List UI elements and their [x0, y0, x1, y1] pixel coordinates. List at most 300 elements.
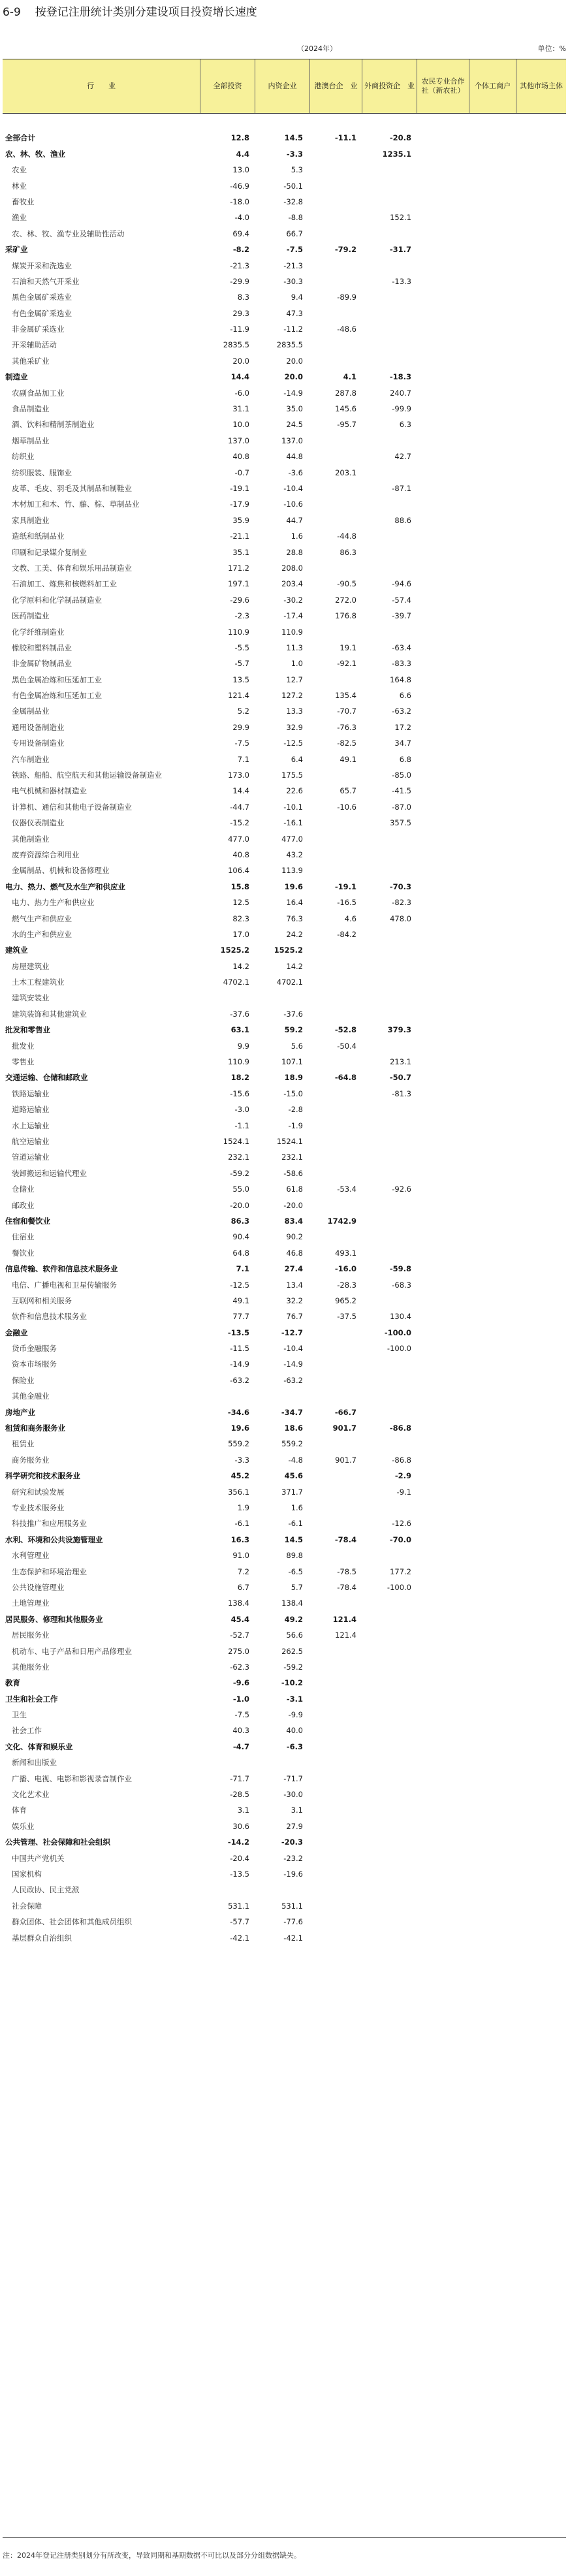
cell-value: [366, 496, 411, 512]
table-row: [3, 1006, 566, 1022]
cell-value: [515, 1802, 561, 1818]
row-label: 非金属矿物制品业: [12, 659, 72, 669]
row-label: 租赁和商务服务业: [5, 1423, 65, 1433]
cell-value: [366, 1405, 411, 1420]
cell-value: 46.8: [286, 1248, 303, 1258]
cell-value: [366, 321, 411, 337]
cell-value: [465, 1261, 511, 1277]
row-label: 畜牧业: [12, 197, 35, 206]
cell-value: [311, 1149, 356, 1165]
cell-value: [465, 1882, 511, 1898]
cell-value: 110.9: [281, 627, 303, 637]
cell-value: [366, 560, 411, 576]
cell-value: -14.9: [230, 1360, 249, 1369]
cell-value: -41.5: [392, 786, 411, 796]
cell-value: [366, 1723, 411, 1738]
cell-value: 901.7: [335, 1455, 356, 1465]
row-label: 水利、环境和公共设施管理业: [5, 1534, 103, 1544]
cell-value: [515, 1420, 561, 1436]
cell-value: [465, 258, 511, 274]
row-label: 文化、体育和娱乐业: [5, 1741, 73, 1751]
cell-value: [418, 1612, 464, 1627]
cell-value: 45.2: [230, 1471, 249, 1481]
cell-value: 13.0: [232, 165, 249, 175]
cell-value: [515, 927, 561, 942]
cell-value: [465, 592, 511, 608]
cell-value: [418, 799, 464, 815]
cell-value: [465, 146, 511, 162]
cell-value: -70.3: [389, 882, 411, 891]
cell-value: -15.0: [283, 1089, 303, 1098]
cell-value: 49.2: [284, 1614, 303, 1624]
table-row: [3, 974, 566, 990]
cell-value: [465, 1898, 511, 1914]
cell-value: [366, 1373, 411, 1388]
cell-value: [418, 481, 464, 496]
cell-value: 164.8: [390, 675, 411, 684]
row-label: 印刷和记录媒介复制业: [12, 547, 87, 557]
cell-value: 19.6: [230, 1423, 249, 1433]
cell-value: [465, 1787, 511, 1802]
cell-value: [366, 942, 411, 958]
cell-value: [418, 1580, 464, 1595]
cell-value: 42.7: [394, 452, 411, 462]
cell-value: 7.1: [237, 754, 249, 764]
cell-value: [418, 226, 464, 242]
row-label: 化学纤维制造业: [12, 627, 65, 637]
year-note: （2024年）: [297, 44, 337, 53]
cell-value: [418, 1436, 464, 1452]
cell-value: 4.1: [343, 372, 356, 382]
cell-value: [465, 385, 511, 401]
cell-value: [515, 545, 561, 560]
cell-value: -62.3: [230, 1662, 249, 1672]
row-label: 电力、热力生产和供应业: [12, 898, 95, 908]
row-label: 租赁业: [12, 1439, 35, 1449]
cell-value: 20.0: [232, 356, 249, 366]
cell-value: [418, 1595, 464, 1611]
cell-value: [311, 863, 356, 878]
cell-value: 356.1: [228, 1487, 249, 1497]
cell-value: [465, 1659, 511, 1675]
cell-value: [311, 1739, 356, 1755]
row-label: 新闻和出版业: [12, 1758, 57, 1768]
cell-value: [418, 815, 464, 831]
cell-value: [366, 1898, 411, 1914]
cell-value: 35.9: [232, 515, 249, 525]
cell-value: -86.8: [392, 1455, 411, 1465]
row-label: 批发业: [12, 1041, 35, 1051]
cell-value: 1525.2: [220, 946, 249, 955]
row-label: 仓储业: [12, 1185, 35, 1194]
cell-value: [311, 1644, 356, 1659]
cell-value: [366, 1691, 411, 1707]
cell-value: 40.8: [232, 850, 249, 859]
cell-value: [418, 162, 464, 178]
table-row: [3, 1086, 566, 1102]
table-row: [3, 337, 566, 353]
cell-value: [366, 545, 411, 560]
cell-value: -28.3: [337, 1280, 356, 1290]
cell-value: [465, 1277, 511, 1293]
cell-value: -29.6: [230, 595, 249, 605]
cell-value: -63.2: [392, 707, 411, 716]
table-row: [3, 545, 566, 560]
table-row: [3, 258, 566, 274]
cell-value: [418, 1054, 464, 1070]
cell-value: [515, 1341, 561, 1356]
category-row: [3, 1532, 566, 1548]
cell-value: 43.2: [286, 850, 303, 859]
cell-value: [418, 1659, 464, 1675]
cell-value: [366, 1866, 411, 1882]
cell-value: 4702.1: [223, 978, 249, 987]
cell-value: [465, 560, 511, 576]
cell-value: -50.1: [283, 181, 303, 191]
cell-value: -20.0: [230, 1200, 249, 1210]
cell-value: [515, 528, 561, 544]
row-label: 有色金属冶炼和压延加工业: [12, 691, 102, 701]
cell-value: 13.4: [286, 1280, 303, 1290]
row-label: 信息传输、软件和信息技术服务业: [5, 1264, 118, 1274]
cell-value: [311, 178, 356, 194]
cell-value: -31.7: [389, 245, 411, 255]
cell-value: [515, 1166, 561, 1181]
cell-value: [515, 879, 561, 895]
cell-value: [311, 1595, 356, 1611]
cell-value: -20.8: [389, 133, 411, 143]
cell-value: [465, 1229, 511, 1245]
cell-value: [465, 1516, 511, 1531]
table-row: [3, 1229, 566, 1245]
cell-value: [465, 1198, 511, 1213]
cell-value: [418, 783, 464, 799]
cell-value: -10.6: [337, 802, 356, 812]
cell-value: 35.0: [286, 404, 303, 414]
cell-value: 47.3: [286, 308, 303, 318]
cell-value: [515, 656, 561, 671]
table-row: [3, 528, 566, 544]
cell-value: [418, 1356, 464, 1372]
cell-value: [366, 1627, 411, 1643]
cell-value: 7.2: [237, 1566, 249, 1576]
cell-value: 138.4: [281, 1598, 303, 1608]
cell-value: [465, 942, 511, 958]
cell-value: 88.6: [394, 515, 411, 525]
cell-value: [465, 1707, 511, 1723]
cell-value: [311, 1755, 356, 1770]
row-label: 电力、热力、燃气及水生产和供应业: [5, 882, 125, 891]
row-label: 采矿业: [5, 245, 28, 255]
cell-value: [366, 1834, 411, 1850]
cell-value: [465, 1739, 511, 1755]
cell-value: [311, 274, 356, 289]
cell-value: [465, 1723, 511, 1738]
cell-value: [311, 1866, 356, 1882]
cell-value: [418, 433, 464, 449]
cell-value: -30.3: [283, 276, 303, 286]
cell-value: [465, 1149, 511, 1165]
cell-value: [418, 1723, 464, 1738]
table-row: [3, 1548, 566, 1563]
cell-value: 40.3: [232, 1726, 249, 1736]
table-row: [3, 783, 566, 799]
cell-value: [465, 289, 511, 305]
cell-value: 130.4: [390, 1312, 411, 1322]
cell-value: 287.8: [335, 388, 356, 398]
cell-value: [418, 146, 464, 162]
table-row: [3, 1500, 566, 1516]
category-row: [3, 1675, 566, 1691]
table-row: [3, 1038, 566, 1054]
header-individual: 个体工商户: [469, 59, 516, 113]
cell-value: [465, 130, 511, 146]
cell-value: [465, 1245, 511, 1261]
cell-value: [465, 1548, 511, 1563]
table-row: [3, 178, 566, 194]
cell-value: [366, 1198, 411, 1213]
table-row: [3, 306, 566, 321]
cell-value: 121.4: [335, 1630, 356, 1640]
table-row: [3, 1802, 566, 1818]
cell-value: -82.3: [392, 898, 411, 908]
cell-value: [515, 449, 561, 464]
cell-value: [465, 401, 511, 417]
cell-value: [465, 959, 511, 974]
cell-value: -34.6: [227, 1407, 249, 1417]
cell-value: [311, 1819, 356, 1834]
cell-value: -63.4: [392, 643, 411, 652]
cell-value: [311, 1134, 356, 1149]
cell-value: [515, 1405, 561, 1420]
cell-value: -46.9: [230, 181, 249, 191]
table-row: [3, 1484, 566, 1500]
table-row: [3, 592, 566, 608]
cell-value: 14.4: [230, 372, 249, 382]
cell-value: 9.9: [237, 1041, 249, 1051]
cell-value: [418, 306, 464, 321]
cell-value: [418, 1802, 464, 1818]
cell-value: [465, 688, 511, 703]
cell-value: -11.2: [283, 325, 303, 334]
row-label: 化学原料和化学制品制造业: [12, 595, 102, 605]
cell-value: 20.0: [284, 372, 303, 382]
cell-value: -13.5: [230, 1869, 249, 1879]
table-row: [3, 959, 566, 974]
cell-value: 61.8: [286, 1185, 303, 1194]
row-label: 家具制造业: [12, 515, 50, 525]
cell-value: [465, 1436, 511, 1452]
cell-value: [465, 1851, 511, 1866]
cell-value: [418, 1516, 464, 1531]
cell-value: -19.1: [230, 483, 249, 493]
cell-value: [465, 703, 511, 719]
row-label: 水上运输业: [12, 1121, 50, 1130]
cell-value: 19.6: [284, 882, 303, 891]
cell-value: -6.1: [234, 1519, 249, 1529]
cell-value: [418, 1388, 464, 1404]
cell-value: -4.8: [288, 1455, 303, 1465]
cell-value: [418, 767, 464, 783]
cell-value: 89.8: [286, 1551, 303, 1561]
cell-value: [465, 545, 511, 560]
cell-value: [366, 1675, 411, 1691]
category-row: [3, 146, 566, 162]
cell-value: [418, 242, 464, 257]
cell-value: [311, 210, 356, 225]
table-header: [3, 59, 566, 114]
cell-value: [418, 847, 464, 863]
cell-value: [311, 1356, 356, 1372]
row-label: 公共设施管理业: [12, 1582, 65, 1592]
cell-value: [465, 735, 511, 751]
cell-value: [311, 513, 356, 528]
cell-value: [515, 1452, 561, 1468]
cell-value: 19.1: [340, 643, 356, 652]
cell-value: 17.2: [394, 722, 411, 732]
cell-value: -10.4: [283, 483, 303, 493]
cell-value: -90.5: [337, 579, 356, 589]
row-label: 居民服务、修理和其他服务业: [5, 1614, 103, 1624]
cell-value: [465, 1022, 511, 1038]
cell-value: [515, 226, 561, 242]
cell-value: -3.0: [234, 1105, 249, 1115]
cell-value: [204, 1882, 249, 1898]
cell-value: [465, 879, 511, 895]
cell-value: -94.6: [392, 579, 411, 589]
cell-value: -23.2: [283, 1853, 303, 1863]
cell-value: -58.6: [283, 1168, 303, 1178]
cell-value: [366, 433, 411, 449]
table-row: [3, 1659, 566, 1675]
cell-value: [465, 1595, 511, 1611]
cell-value: 35.1: [232, 547, 249, 557]
cell-value: 127.2: [281, 691, 303, 701]
row-label: 土地管理业: [12, 1598, 50, 1608]
row-label: 金属制品业: [12, 707, 50, 716]
cell-value: 44.7: [286, 515, 303, 525]
row-label: 住宿业: [12, 1232, 35, 1242]
cell-value: [465, 226, 511, 242]
cell-value: [515, 146, 561, 162]
cell-value: [366, 1229, 411, 1245]
table-row: [3, 353, 566, 369]
cell-value: 44.8: [286, 452, 303, 462]
table-row: [3, 1149, 566, 1165]
cell-value: [311, 146, 356, 162]
cell-value: -4.0: [234, 213, 249, 223]
row-label: 计算机、通信和其他电子设备制造业: [12, 802, 132, 812]
cell-value: [311, 1118, 356, 1134]
cell-value: -50.7: [389, 1073, 411, 1083]
table-row: [3, 1118, 566, 1134]
cell-value: [366, 194, 411, 210]
cell-value: [366, 990, 411, 1006]
row-label: 商务服务业: [12, 1455, 50, 1465]
cell-value: [418, 1500, 464, 1516]
cell-value: -21.3: [283, 261, 303, 270]
row-label: 零售业: [12, 1057, 35, 1067]
table-row: [3, 1564, 566, 1580]
cell-value: [515, 1054, 561, 1070]
cell-value: [366, 1930, 411, 1946]
cell-value: [204, 1388, 249, 1404]
cell-value: [515, 640, 561, 656]
category-row: [3, 1325, 566, 1341]
table-row: [3, 1866, 566, 1882]
cell-value: [418, 1038, 464, 1054]
cell-value: [366, 1595, 411, 1611]
row-label: 卫生: [12, 1710, 27, 1720]
cell-value: [366, 1102, 411, 1117]
category-row: [3, 369, 566, 385]
cell-value: [515, 1771, 561, 1787]
cell-value: [418, 210, 464, 225]
cell-value: [366, 226, 411, 242]
cell-value: 232.1: [228, 1153, 249, 1162]
table-row: [3, 465, 566, 481]
cell-value: -30.0: [283, 1790, 303, 1800]
cell-value: -48.6: [337, 325, 356, 334]
row-label: 餐饮业: [12, 1248, 35, 1258]
row-label: 其他制造业: [12, 834, 50, 844]
table-row: [3, 1707, 566, 1723]
table-row: [3, 1245, 566, 1261]
cell-value: [465, 1309, 511, 1324]
table-row: [3, 449, 566, 464]
cell-value: [366, 306, 411, 321]
cell-value: [311, 1006, 356, 1022]
cell-value: 76.3: [286, 914, 303, 923]
cell-value: [257, 990, 303, 1006]
cell-value: -6.1: [288, 1519, 303, 1529]
table-row: [3, 1627, 566, 1643]
cell-value: [515, 289, 561, 305]
cell-value: [418, 1882, 464, 1898]
cell-value: [515, 1006, 561, 1022]
table-row: [3, 703, 566, 719]
cell-value: [311, 1198, 356, 1213]
cell-value: [418, 1484, 464, 1500]
cell-value: 4.4: [236, 149, 249, 159]
cell-value: [515, 1723, 561, 1738]
cell-value: [515, 974, 561, 990]
header-other: 其他市场主体: [516, 59, 566, 113]
cell-value: [515, 385, 561, 401]
cell-value: -78.4: [334, 1534, 356, 1544]
cell-value: 197.1: [228, 579, 249, 589]
cell-value: [465, 847, 511, 863]
row-label: 渔业: [12, 213, 27, 223]
cell-value: [311, 1341, 356, 1356]
cell-value: -68.3: [392, 1280, 411, 1290]
cell-value: [418, 990, 464, 1006]
cell-value: [204, 1755, 249, 1770]
row-label: 国家机构: [12, 1869, 42, 1879]
cell-value: [515, 1739, 561, 1755]
row-label: 邮政业: [12, 1200, 35, 1210]
row-label: 电信、广播电视和卫星传输服务: [12, 1280, 117, 1290]
row-label: 黑色金属矿采选业: [12, 293, 72, 302]
cell-value: [515, 1213, 561, 1229]
category-row: [3, 1022, 566, 1038]
table-row: [3, 1198, 566, 1213]
cell-value: [515, 369, 561, 385]
cell-value: [515, 1245, 561, 1261]
cell-value: [418, 385, 464, 401]
table-row: [3, 1930, 566, 1946]
cell-value: [465, 337, 511, 353]
